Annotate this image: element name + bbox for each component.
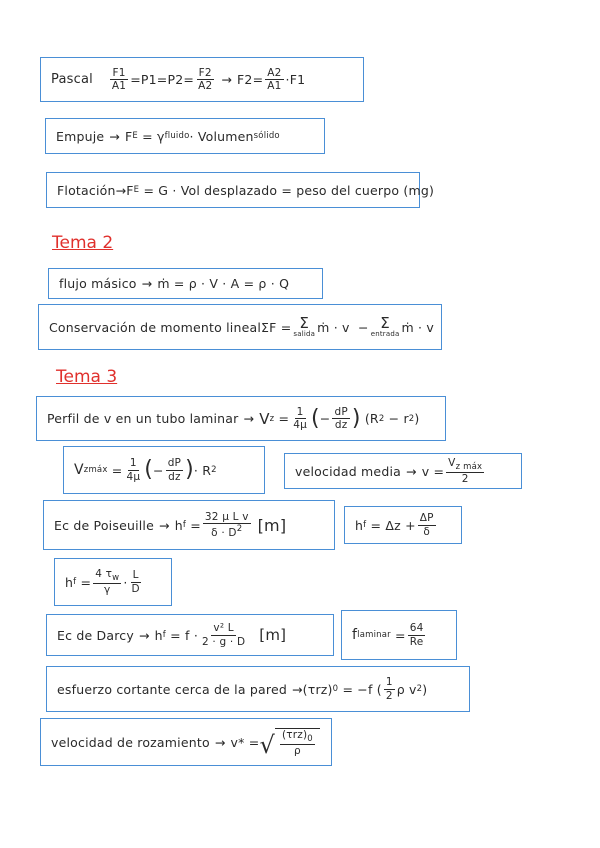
rozamiento-arrow: →: [214, 734, 226, 750]
esfuerzo-sq: 2: [416, 684, 423, 694]
pascal-p1: P1: [140, 72, 157, 87]
hf1-box: [344, 506, 462, 544]
pascal-p2: P2: [167, 72, 184, 87]
esfuerzo-label: esfuerzo cortante cerca de la pared: [57, 681, 287, 697]
hf1-plus: +: [405, 517, 416, 533]
conservacion-label: Conservación de momento lineal: [49, 319, 262, 335]
perfil-eq: =: [278, 411, 290, 426]
rozamiento-sqrt: √ $\frac{(\tau rz)_0}{\rho}$: [259, 728, 319, 757]
conservacion-sum-salida: Σ salida: [293, 314, 316, 338]
darcy-unit: [m]: [259, 626, 287, 644]
empuje-arrow: →: [109, 128, 120, 144]
conservacion-sum-entrada: Σ entrada: [370, 314, 400, 338]
perfil-minus: −: [319, 411, 331, 426]
perfil-r-sq: 2: [378, 413, 385, 424]
pascal-f2-a2: $\frac{F2}{A2}$: [198, 66, 213, 92]
hf2-h: h: [65, 574, 74, 590]
perfil-label: Perfil de v en un tubo laminar: [47, 411, 239, 426]
perfil-r2-sq: 2: [408, 413, 415, 424]
flotacion-rest: = G · Vol desplazado = peso del cuerpo (mg): [143, 182, 435, 198]
vmax-r: · R: [193, 462, 212, 478]
flotacion-fe: F: [126, 182, 134, 198]
vmax-v-sub: zmáx: [83, 465, 108, 475]
darcy-eq: =: [170, 627, 181, 643]
perfil-box: Perfil de v en un tubo laminar → V z = $\frac{1}{4\mu}$ ( − $\frac{dP}{dz}$ ) (R 2 − r 2 ): [36, 396, 446, 441]
flotacion-label: Flotación: [57, 182, 116, 198]
hf2-eq: =: [80, 574, 92, 590]
flujo-box: [48, 268, 323, 299]
esfuerzo-rest: = −f (: [342, 681, 382, 697]
perfil-dp-dz: $\frac{dP}{dz}$: [334, 405, 348, 431]
pascal-f2: F2: [237, 72, 253, 87]
flaminar-eq: =: [395, 627, 406, 643]
empuje-vol-sub: sólido: [253, 131, 280, 141]
vmedia-eq: =: [433, 463, 445, 479]
conservacion-box: [38, 304, 442, 350]
darcy-hf: h: [154, 627, 163, 643]
flaminar-box: [341, 610, 457, 660]
vmax-r-sq: 2: [211, 465, 217, 475]
perfil-close: ): [414, 411, 420, 426]
flotacion-arrow: →: [115, 182, 127, 198]
darcy-frac: $\frac{\text{v² L}}{2 \cdot g \cdot D}$: [202, 622, 246, 648]
empuje-vol: · Volumen: [189, 128, 254, 144]
conservacion-term-2: ṁ · v: [401, 319, 434, 335]
esfuerzo-arrow: →: [291, 681, 303, 697]
conservacion-eq: =: [280, 319, 292, 335]
vmax-dp-dz: $\frac{dP}{dz}$: [167, 457, 182, 483]
conservacion-minus: −: [358, 319, 369, 335]
vmax-minus: −: [153, 462, 164, 478]
flaminar-frac: $\frac{64}{Re}$: [409, 622, 424, 648]
vmedia-frac: $\frac{V_{z máx}}{2}$: [448, 456, 483, 485]
flotacion-fe-sub: E: [133, 185, 140, 195]
perfil-1-4mu: $\frac{1}{4\mu}$: [293, 405, 307, 431]
rozamiento-vstar: v*: [230, 734, 245, 750]
empuje-gamma-sub: fluido: [164, 131, 190, 141]
perfil-r: (R: [364, 411, 379, 426]
esfuerzo-tail: ρ v: [396, 681, 417, 697]
esfuerzo-half: $\frac{1}{2}$: [385, 676, 393, 702]
hf2-box: [54, 558, 172, 606]
poiseuille-unit: [m]: [257, 515, 287, 535]
vmedia-arrow: →: [406, 463, 417, 479]
empuje-label: Empuje: [56, 128, 105, 144]
hf2-frac-2: $\frac{L}{D}$: [131, 569, 140, 595]
esfuerzo-close: ): [422, 681, 428, 697]
vmax-1-4mu: $\frac{1}{4\mu}$: [126, 457, 141, 483]
hf2-h-sub: f: [73, 577, 77, 587]
perfil-vz-sub: z: [269, 413, 275, 424]
poiseuille-label: Ec de Poiseuille: [54, 517, 154, 533]
darcy-label: Ec de Darcy: [57, 627, 134, 643]
darcy-f: f ·: [185, 627, 198, 643]
flotacion-box: [46, 172, 435, 208]
poiseuille-hf-sub: f: [182, 520, 187, 530]
vmedia-label: velocidad media: [295, 463, 401, 479]
rozamiento-label: velocidad de rozamiento: [51, 734, 210, 750]
hf2-dot: ·: [123, 574, 128, 590]
darcy-box: [46, 614, 334, 656]
vmedia-box: [284, 453, 522, 489]
hf1-eq: =: [370, 517, 382, 533]
hf2-frac-1: $\frac{4 \tau_w}{\gamma}$: [95, 567, 120, 596]
pascal-f1-a1: $\frac{F1}{A1}$: [111, 66, 127, 92]
esfuerzo-box: [46, 666, 470, 712]
conservacion-term-1: ṁ · v: [317, 319, 350, 335]
perfil-vz: V: [259, 409, 270, 428]
darcy-hf-sub: f: [162, 630, 166, 640]
empuje-lhs-sub: E: [132, 131, 138, 141]
darcy-arrow: →: [138, 627, 150, 643]
flujo-expr: ṁ = ρ · V · A = ρ · Q: [157, 276, 290, 291]
conservacion-sumf: ΣF: [261, 319, 277, 335]
flaminar-f: f: [352, 627, 358, 643]
perfil-arrow: →: [243, 411, 255, 426]
heading-tema-3: Tema 3: [56, 367, 118, 387]
poiseuille-arrow: →: [159, 517, 170, 533]
esfuerzo-tau: (τrz): [302, 681, 333, 697]
pascal-box: Pascal $\frac{F1}{A1}$ = P1 = P2 = $\frac{F2}{A2}$ → F2 = $\frac{A2}{A1}$ · F1: [40, 57, 364, 102]
perfil-minus-r: − r: [388, 411, 409, 426]
vmax-box: V zmáx = $\frac{1}{4\mu}$ ( − $\frac{dP}{dz}$ ) · R 2: [63, 446, 265, 494]
vmedia-v: v: [421, 463, 430, 479]
hf1-dz: Δz: [385, 517, 401, 533]
pascal-label: Pascal: [51, 72, 93, 87]
hf1-frac: $\frac{\Delta P}{\delta}$: [419, 512, 434, 538]
vmax-v: V: [74, 462, 84, 478]
pascal-arrow: →: [221, 72, 233, 87]
empuje-lhs: F: [124, 128, 133, 144]
rozamiento-eq: =: [248, 734, 260, 750]
heading-tema-2: Tema 2: [52, 233, 114, 253]
empuje-box: Empuje → F E = γ fluido · Volumen sólido: [45, 118, 325, 154]
empuje-gamma: γ: [156, 128, 165, 144]
hf1-h: h: [355, 517, 364, 533]
poiseuille-hf: h: [174, 517, 183, 533]
poiseuille-frac: $\frac{\text{32 μ L v}}{\delta \cdot D^2}$: [204, 510, 249, 539]
flujo-label: flujo másico: [59, 276, 137, 291]
flaminar-f-sub: laminar: [357, 630, 391, 640]
hf1-h-sub: f: [363, 520, 367, 530]
pascal-f1: F1: [289, 72, 306, 87]
poiseuille-box: [43, 500, 335, 550]
flujo-arrow: →: [141, 276, 153, 291]
pascal-a2-a1: $\frac{A2}{A1}$: [267, 66, 282, 92]
esfuerzo-tau-sub: 0: [332, 684, 339, 694]
rozamiento-box: [40, 718, 332, 766]
vmax-eq: =: [111, 462, 123, 478]
poiseuille-eq: =: [190, 517, 201, 533]
